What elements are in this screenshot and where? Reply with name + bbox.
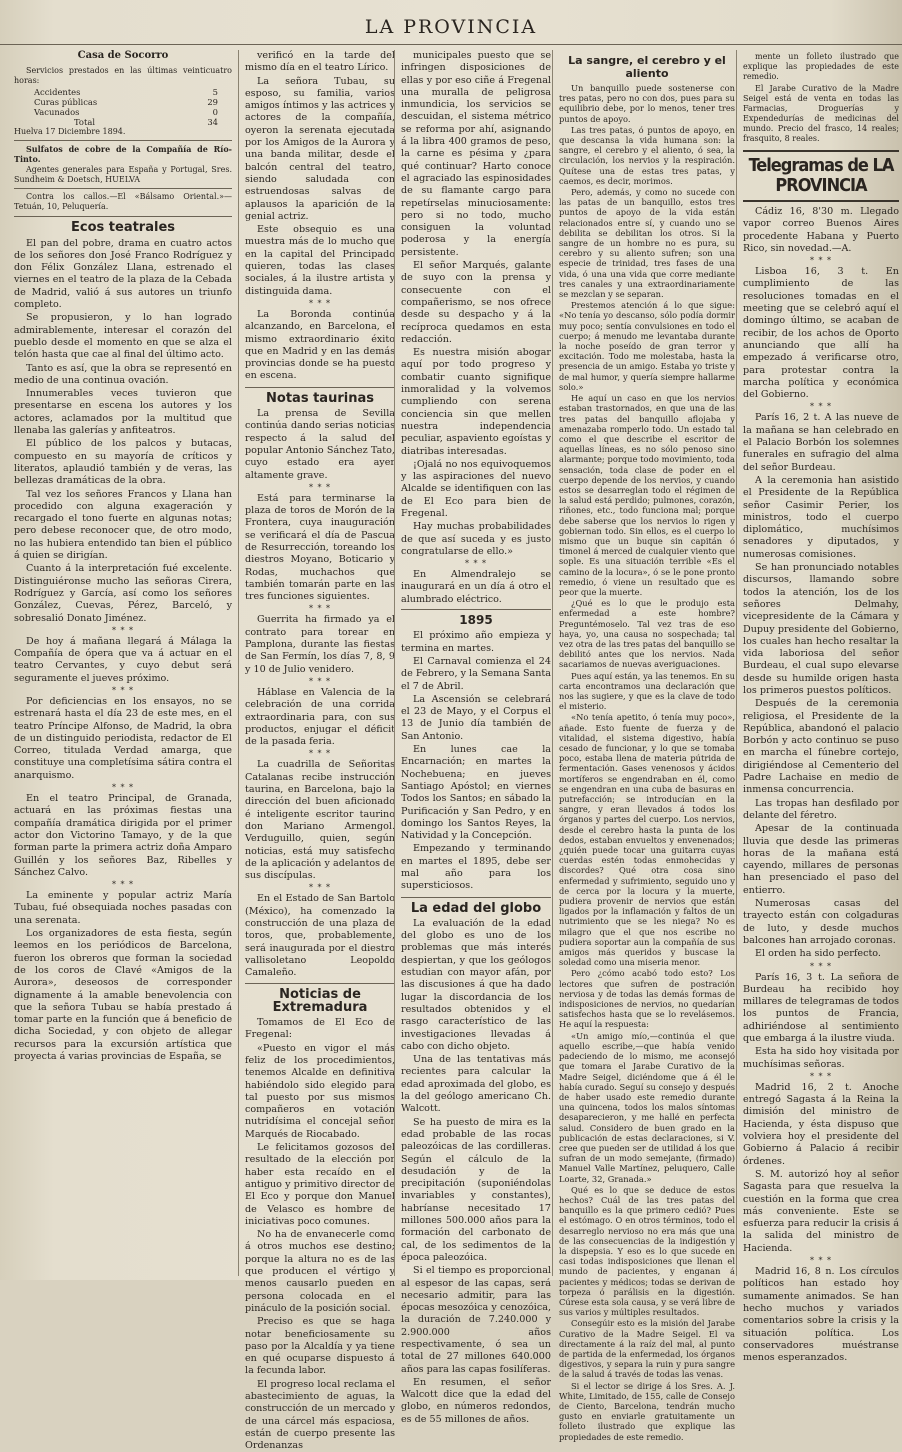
column-2	[238, 50, 395, 1452]
socorro-row	[14, 107, 232, 117]
article-paragraph: Guerrita ha firmado ya el contrato para torear en Pamplona, durante las fiestas de San Fermín, los días 7, 8, 9 y 10 de Julio venidero.	[245, 614, 395, 675]
asterism-ornament: * * *	[809, 1256, 833, 1266]
article-paragraph: Se propusieron, y lo han logrado admirablemente, interesar el corazón del pueblo desde el momento en que se alza el telón hasta que cae al final del último acto.	[14, 312, 232, 361]
telegram-paragraph: Numerosas casas del trayecto están con colgaduras de luto, y desde muchos balcones han arrojado coronas.	[743, 898, 899, 946]
asterism-ornament: * * *	[809, 402, 833, 412]
row-value: 0	[212, 107, 218, 118]
article-paragraph: La cuadrilla de Señoritas Catalanas recibe instrucción taurina, en Barcelona, bajo la dirección del buen aficionado é inteligente escritor taurino don Mariano Armengol. Verduguillo, quien, según noticias, está muy satisfecho de la aplicación y adelantos de sus discípulas.	[245, 759, 395, 882]
asterism-ornament: * * *	[308, 883, 332, 893]
asterism-ornament: * * *	[809, 256, 833, 266]
article-paragraph: El progreso local reclama el abastecimiento de aguas, la construcción de un mercado y de una cárcel más espaciosa, están de cuerpo presente las Ordenanzas	[245, 1378, 395, 1452]
article-paragraph: La Boronda continúa alcanzando, en Barcelona, el mismo extraordinario éxito que en Madrid y en las demás provincias donde se ha puesto en escena.	[245, 308, 395, 382]
article-paragraph: Cuanto á la interpretación fué excelente. Distinguiéronse mucho las señoras Cirera, Rodríguez y García, así como los señores González, Cuevas, Pérez, Barceló, y sobresalió Donato Jiménez.	[14, 563, 232, 624]
notice-agentes: Agentes generales para España y Portugal, Sres. Sundheim & Doetsch, HUELVA	[14, 165, 232, 185]
article-paragraph: Prestemos atención á lo que sigue: «No tenía yo descanso, sólo podía dormir muy poco; sentía convulsiones en todo el cuerpo; á menudo me levantaba durante la noche poseído de gran terror y excitación. Todo me molestaba, hasta la presencia de un amigo. Estaba yo triste y de mal humor, y quería siempre hallarme solo.»	[559, 300, 735, 392]
row-label: Total	[74, 117, 96, 128]
telegram-paragraph: A la ceremonia han asistido el Presidente de la República señor Casimir Perier, los ministros, todo el cuerpo diplomático, muchísimos senadores y diputados, y numerosas comisiones.	[743, 474, 899, 560]
row-label: Vacunados	[34, 107, 80, 118]
article-paragraph: municipales puesto que se infringen disposiciones de ellas y por eso ciñe á Fregenal una muralla de peligrosa inmundicia, los servicios se descuidan, el sistema métrico se reforma por ahí, asignando á la libra 400 gramos de peso, la carne es pésima y ¿para qué continuar? Harto conoce el agraciado las espinosidades de su flamante cargo para repetírselas minuciosamente: pero si no todo, mucho consiguen la voluntad poderosa y la energía persistente.	[401, 50, 551, 258]
row-value: 5	[212, 87, 218, 98]
article-paragraph: Las tres patas, ó puntos de apoyo, en que descansa la vida humana son: la sangre, el cerebro y el aliento, ó sea, la circulación, los nervios y la respiración. Quítese una de estas tres patas, y caemos, es decir, morimos.	[559, 124, 735, 186]
article-paragraph: Si el tiempo es proporcional al espesor de las capas, será necesario admitir, para las épocas mesozóica y cenozóica, la duración de 7.240.000 y 2.900.000 años respectivamente, ó sea un total de 27 millones 640.000 años para las capas fosilíferas.	[401, 1265, 551, 1375]
telegram-paragraph: Cádiz 16, 8'30 m. Llegado vapor correo Buenos Aires procedente Habana y Puerto Rico, sin novedad.—A.	[743, 206, 899, 254]
article-paragraph: Qué es lo que se deduce de estos hechos? Cuál de las tres patas del banquillo es la que primero cedió? Pues el estómago. O en otros términos, todo el desarreglo nervioso no era más que una de las consecuencias de la indigestión y la dispepsia. Y eso es lo que sucede en casi todas indisposiciones que llenan el mundo de pacientes, y enganan á pacientes y médicos; todas se derivan de torpeza ó parálisis en la digestión. Cúrese esta sola causa, y se verá libre de sus varios y múltiples resultados.	[559, 1184, 735, 1318]
article-paragraph: Está para terminarse la plaza de toros de Morón de la Frontera, cuya inauguración se verificará el día de Pascua de Resurrección, toreando los diestros Moyano, Boticario y Rodas, muchachos que también tomarán parte en las tres funciones siguientes.	[245, 492, 395, 603]
column-3	[394, 50, 551, 1425]
telegram-paragraph: Madrid 16, 8 n. Los círculos políticos han estado hoy sumamente animados. Se han hecho muchos y variados comentarios sobre la crisis y la situación política. Los conservadores muéstranse menos esperanzados.	[743, 1266, 899, 1364]
row-value: 29	[207, 97, 218, 108]
telegram-paragraph: S. M. autorizó hoy al señor Sagasta para que resuelva la cuestión en la forma que crea más conveniente. Este se esfuerza para reducir la crisis á la salida del ministro de Hacienda.	[743, 1168, 899, 1254]
article-paragraph: En el Estado de San Bartolo (México), ha comenzado la construcción de una plaza de toros, que, probablemente, será inaugurada por el diestro vallisoletano Leopoldo Camaleño.	[245, 893, 395, 979]
article-paragraph: Tal vez los señores Francos y Llana han procedido con alguna exageración y recargado el tono fuerte en algunas notas; pero debese reconocer que, de otro modo, no las hubiera entendido tan bien el público á quien se dirigían.	[14, 488, 232, 562]
article-paragraph: «No tenía apetito, ó tenía muy poco», añade. Esto fuente de fuerza y de vitalidad, el sistema digestivo, había cesado de funcionar, y lo que se tomaba poco, estaba llena de materia pútrida de fermentación. Gases venenosos y ácidos mortíferos se engendraban en él, como se engendran en una cuba de basuras en putrefacción; se introducían en la sangre, y eran llevados á todos los órganos y partes del cuerpo. Los nervios, desde el cerebro hasta la punta de los dedos, estaban envueltos y envenenados; ¿quién puede tocar una guitarra cuyas cuerdas estén todas enmohecidas y discordes? Qué otra cosa sino enfermedad y sufrimiento, seguido uno y de cerca por la locura y la muerte, pudiera provenir de nervios que están ligados por la inflamación y faltos de un nutrimiento que se les niega? No es milagro que el que nos escribe no pudiera soportar aun la compañía de sus amigos más queridos y buscase la soledad como una miseria menor.	[559, 712, 735, 968]
article-paragraph: Si el lector se dirige á los Sres. A. J. White, Limitado, de 155, calle de Consejo de Ciento, Barcelona, tendrán mucho gusto en enviarle gratuitamente un folleto ilustrado que explique las propiedades de este remedio.	[559, 1380, 735, 1442]
socorro-title: Casa de Socorro	[77, 50, 169, 61]
article-paragraph: Se ha puesto de mira es la edad probable de las rocas paleozóicas de las cordilleras. Según el cálculo de la desudación y de la precipitación (suponiéndolas invariables y constantes), habríanse necesitado 17 millones 500.000 años para la formación del carbonato de cal, de los sedimentos de la época paleozóica.	[401, 1116, 551, 1263]
socorro-total-row	[14, 117, 232, 127]
article-paragraph: Háblase en Valencia de la celebración de una corrida extraordinaria para, con sus productos, enjugar el déficit de la pasada feria.	[245, 686, 395, 748]
asterism-ornament: * * *	[111, 880, 135, 890]
telegram-paragraph: Lisboa 16, 3 t. En cumplimiento de las resoluciones tomadas en el meeting que se celebró aquí el domingo último, se acaban de recibir, de los achos de Oporto anunciando que allí ha empezado á verificarse otro, para protestar contra la marcha política y económica del Gobierno.	[743, 266, 899, 401]
article-paragraph: Es nuestra misión abogar aquí por todo progreso y combatir cuanto signifique inmoralidad y la volvemos cumpliendo con serena conciencia sin que mellen nuestra independencia peculiar, aspaviento egoístas y diatribas interesadas.	[401, 347, 551, 457]
article-paragraph: Hay muchas probabilidades de que así suceda y es justo congratularse de ello.»	[401, 521, 551, 557]
article-paragraph: La señora Tubau, su esposo, su familia, varios amigos íntimos y las actrices y actores de la compañía, oyeron la serenata ejecutada por los Amigos de la Aurora y una banda militar, desde el balcón central del teatro, siendo saludada con estruendosas salvas de aplausos la aparición de la genial actriz.	[245, 75, 395, 222]
row-label: Accidentes	[34, 87, 81, 98]
article-paragraph: Tomamos de El Eco de Fregenal:	[245, 1017, 395, 1041]
article-paragraph: Consegúir esto es la misión del Jarabe Curativo de la Madre Seigel. El va directamente á la raíz del mal, al punto de partida de la enfermedad, los órganos digestivos, y separa la ruin y pura sangre de la salud á través de todas las venas.	[559, 1318, 735, 1380]
article-paragraph: Los organizadores de esta fiesta, según leemos en los periódicos de Barcelona, fueron los obreros que forman la sociedad de los coros de Clavé «Amigos de la Aurora», deseosos de corresponder dignamente á la amable benevolencia con que la señora Tubau se había prestado á tomar parte en la función que á beneficio de dicha Sociedad, y con objeto de allegar recursos para la excursión artística que proyecta á varias provincias de España, se	[14, 928, 232, 1062]
section-title-taurinas: Notas taurinas	[245, 387, 395, 405]
article-paragraph: Una de las tentativas más recientes para calcular la edad aproximada del globo, es la del geólogo americano Ch. Walcott.	[401, 1054, 551, 1115]
socorro-intro: Servicios prestados en las últimas veinticuatro horas:	[14, 66, 232, 86]
article-paragraph: La prensa de Sevilla continúa dando serias noticias respecto á la salud del popular Antonio Sánchez Tato, cuyo estado era ayer altamente grave.	[245, 408, 395, 481]
telegram-paragraph: Las tropas han desfilado por delante del féretro.	[743, 797, 899, 821]
asterism-ornament: * * *	[809, 961, 833, 971]
article-paragraph: En resumen, el señor Walcott dice que la edad del globo, en números redondos, es de 55 millones de años.	[401, 1376, 551, 1425]
telegram-paragraph: Después de la ceremonia religiosa, el Presidente de la República, abandonó el palacio Borbón y acto continuo se puso en marcha el fúnebre cortejo, dirigiéndose al Cementerio del Padre Lachaise en medio de inmensa concurrencia.	[743, 698, 899, 796]
article-paragraph: Este obsequio es una muestra más de lo mucho que en la capital del Principado quieren, todas las clases sociales, á la ilustre artista y distinguida dama.	[245, 224, 395, 297]
article-paragraph: La Ascensión se celebrará el 23 de Mayo, y el Corpus el 13 de Junio día también de San Antonio.	[401, 693, 551, 742]
divider	[14, 188, 232, 189]
article-paragraph: El Carnaval comienza el 24 de Febrero, y la Semana Santa el 7 de Abril.	[401, 655, 551, 692]
divider	[14, 140, 232, 141]
article-paragraph: El próximo año empieza y termina en martes.	[401, 630, 551, 654]
asterism-ornament: * * *	[111, 625, 135, 635]
article-paragraph: Tanto es así, que la obra se representó en medio de una continua ovación.	[14, 362, 232, 386]
section-title-extremadura: Noticias de Extremadura	[245, 983, 395, 1014]
article-paragraph: ¡Ojalá no nos equivoquemos y las aspiraciones del nuevo Alcalde se identifiquen con las de El Eco para bien de Fregenal.	[401, 458, 551, 519]
ad-text: mente un folleto ilustrado que explique las propiedades de este remedio.	[743, 52, 899, 81]
article-paragraph: Por deficiencias en los ensayos, no se estrenará hasta el día 23 de este mes, en el teatro Príncipe Alfonso, de Madrid, la obra de un distinguido periodista, redactor de El Correo, titulada Verdad amarga, que constituye una completísima sátira contra el anarquismo.	[14, 695, 232, 781]
telegram-paragraph: Se han pronunciado notables discursos, llamando sobre todos la atención, los de los señores Delmahy, vicepresidente de la Cámara y Dupuy presidente del Gobierno, los cuales han hecho resaltar la vida laboriosa del señor Burdeau, el cual supo elevarse desde su humilde origen hasta los primeros puestos políticos.	[743, 562, 899, 696]
article-paragraph: En lunes cae la Encarnación; en martes la Nochebuena; en jueves Santiago Apóstol; en viernes Todos los Santos; en sábado la Purificación y San Pedro, y en domingo los Santos Reyes, la Natividad y la Concepción.	[401, 744, 551, 842]
telegram-paragraph: Madrid 16, 2 t. Anoche entregó Sagasta á la Reina la dimisión del ministro de Hacienda, y ésta dispuso que volviera hoy el presidente del Gobierno á Palacio á recibir órdenes.	[743, 1081, 899, 1167]
asterism-ornament: * * *	[308, 298, 332, 308]
row-value: 34	[207, 117, 218, 128]
asterism-ornament: * * *	[308, 604, 332, 614]
article-paragraph: Un banquillo puede sostenerse con tres patas, pero no con dos, pues para su equilibrio debe, por lo menos, tener tres puntos de apoyo.	[559, 83, 735, 124]
article-paragraph: He aquí un caso en que los nervios estaban trastornados, en que una de las tres patas del banquillo aflojaba y amenazaba romperlo todo. Un estado tal como el que describe el escritor de aquellas líneas, es no sólo penoso sino alarmante; porque todo movimiento, toda sensación, toda clase de poder en el cuerpo depende de los nervios, y cuando estos se desarreglan todo el régimen de la salud está perdido; pulmones, corazón, riñones, etc., todo funciona mal; porque debe saberse que los nervios lo rigen y gobiernan todo. Sin ellos, es el cuerpo lo mismo que un buque sin capitán ó timonel á merced de cualquier viento que sople. Es una situación terrible «Es el camino de la locura», ó se le pone pronto remedio, ó viene un resultado que es peor que la muerte.	[559, 393, 735, 597]
socorro-date: Huelva 17 Diciembre 1894.	[14, 127, 126, 137]
masthead	[0, 10, 902, 45]
column-5	[736, 50, 899, 1364]
row-label: Curas públicas	[34, 97, 98, 108]
article-paragraph: Pues aquí están, ya las tenemos. En su carta encontramos una declaración que nos las sugiere, y que es la clave de todo el misterio.	[559, 670, 735, 712]
section-title-1895: 1895	[459, 613, 493, 628]
section-title-telegramas: Telegramas de LA PROVINCIA	[743, 150, 899, 202]
article-paragraph: El pan del pobre, drama en cuatro actos de los señores don José Franco Rodríguez y don Félix González Llana, estrenado el viernes en el teatro de la plaza de la Cebada de Madrid, valió á sus autores un triunfo completo.	[14, 237, 232, 311]
article-paragraph: En Almendralejo se inaugurará en un día á otro el alumbrado eléctrico.	[401, 569, 551, 605]
article-paragraph: En el teatro Principal, de Granada, actuará en las próximas fiestas una compañía dramática dirigida por el primer actor don Victorino Tamayo, y de la que forman parte la primera actriz doña Amparo Guillén y los señores Baz, Ribelles y Sánchez Calvo.	[14, 793, 232, 878]
socorro-row	[14, 97, 232, 107]
asterism-ornament: * * *	[809, 1071, 833, 1081]
article-paragraph: Empezando y terminando en martes el 1895, debe ser mal año para los supersticiosos.	[401, 843, 551, 892]
article-paragraph: Le felicitamos gozosos del resultado de la elección por haber esta recaído en el antiguo y primitivo director de El Eco y porque don Manuel de Velasco es hombre de iniciativas poco comunes.	[245, 1142, 395, 1227]
telegram-paragraph: Apesar de la continuada lluvia que desde las primeras horas de la mañana está cayendo, millares de personas han presenciado el paso del entierro.	[743, 823, 899, 896]
article-paragraph: De hoy á mañana llegará á Málaga la Compañía de ópera que va á actuar en el teatro Cervantes, y cuyo debut será seguramente el jueves próximo.	[14, 635, 232, 684]
notice-callos: Contra los callos.—El «Bálsamo Oriental.»—Tetuán, 10, Peluquería.	[14, 192, 232, 212]
socorro-row	[14, 87, 232, 97]
article-paragraph: Preciso es que se haga notar beneficiosamente su paso por la Alcaldía y ya tiene en qué ocuparse dispuesto á la fecunda labor.	[245, 1316, 395, 1377]
article-paragraph: El público de los palcos y butacas, compuesto en su mayoría de críticos y literatos, aplaudió también y de veras, las bellezas dramáticas de la obra.	[14, 438, 232, 487]
telegram-paragraph: El orden ha sido perfecto.	[755, 948, 881, 960]
article-paragraph: La eminente y popular actriz María Tubau, fué obsequiada noches pasadas con una serenata.	[14, 890, 232, 926]
telegram-paragraph: París 16, 2 t. A las nueve de la mañana se han celebrado en el Palacio Borbón los solemnes funerales en sufragio del alma del señor Burdeau.	[743, 412, 899, 473]
article-paragraph: Innumerables veces tuvieron que presentarse en escena los autores y los actores, aclamados por la multitud que llenaba las galerías y anfiteatros.	[14, 388, 232, 437]
article-paragraph: «Un amigo mío,—continúa el que aquello escribe,—que había venido padeciendo de lo mismo, me aconsejó que tomara el Jarabe Curativo de la Madre Seigel, diciéndome que á él le había curado. Seguí su consejo y después de haber usado este remedio durante una quincena, todos los malos síntomas desaparecieron, y me hallé en perfecta salud. Considero de buen grado en la publicación de estas declaraciones, si V. cree que pueden ser de utilidad á los que sufran de un modo semejante, (firmado) Manuel Valle Martínez, peluquero, Calle Loarte, 32, Granada.»	[559, 1030, 735, 1184]
article-paragraph: verificó en la tarde del mismo día en el teatro Lírico.	[245, 50, 395, 74]
ad-text: El Jarabe Curativo de la Madre Seigel está de venta en todas las Farmacias, Droguerías y Expendedurías de medicinas del mundo. Precio del frasco, 14 reales; frasquito, 8 reales.	[743, 84, 899, 143]
asterism-ornament: * * *	[464, 559, 488, 569]
telegram-paragraph: Esta ha sido hoy visitada por muchísimas señoras.	[743, 1046, 899, 1070]
asterism-ornament: * * *	[308, 749, 332, 759]
telegram-paragraph: París 16, 3 t. La señora de Burdeau ha recibido hoy millares de telegramas de todos los puntos de Francia, adhiriéndose al sentimiento que embarga á la ilustre viuda.	[743, 971, 899, 1044]
divider	[401, 609, 551, 610]
section-title-sangre: La sangre, el cerebro y el aliento	[568, 54, 726, 80]
casa-socorro	[14, 50, 232, 137]
article-paragraph: Pero, además, y como no sucede con las patas de un banquillo, estos tres puntos de apoyo de la vida están relacionados entre sí, y cuando uno se debilita se debilitan los otros. Si la sangre de un hombre no es pura, su cerebro y su aliento sufren; son una especie de trinidad, tres fases de una vida, ó una una vida que corre mediante tres canales y una extraordinariamente se mezclan y se separan.	[559, 187, 735, 300]
asterism-ornament: * * *	[111, 685, 135, 695]
article-paragraph: «Puesto en vigor el más feliz de los procedimientos, tenemos Alcalde en definitiva habiéndolo sido elegido para tal puesto por sus mismos compañeros en votación nutridísima el concejal señor Marqués de Riocabado.	[245, 1042, 395, 1140]
column-4	[552, 50, 735, 1442]
article-paragraph: ¿Qué es lo que le produjo esta enfermedad a este hombre? Preguntémoselo. Tal vez tras de eso haya, yo, una causa no sospechada; tal vez otra de las tres patas del banquillo se debilitó antes que los nervios. Nada sacariamos de nuevas averiguaciones.	[559, 598, 735, 670]
article-paragraph: No ha de envanecerle como á otros muchos ese destino; porque la altura no es de las que producen el vértigo y menos causarlo pueden en persona colocada en el pináculo de la posición social.	[245, 1229, 395, 1314]
asterism-ornament: * * *	[308, 676, 332, 686]
newspaper-title: LA PROVINCIA	[364, 16, 538, 38]
article-paragraph: La evaluación de la edad del globo es uno de los problemas que más interés despiertan, y que los geólogos estudian con mayor afán, por las discusiones á que ha dado lugar la discordancia de los resultados obtenidos y el rasgo característico de las investigaciones llevadas á cabo con dicho objeto.	[401, 917, 551, 1052]
asterism-ornament: * * *	[308, 482, 332, 492]
article-paragraph: El señor Marqués, galante de suyo con la prensa y consecuente con el compañerismo, se nos ofrece desde su despacho y á la recíproca quedamos en esta redacción.	[401, 260, 551, 345]
article-paragraph: Pero ¿cómo acabó todo esto? Los lectores que sufren de postración nerviosa y de todas las demás formas de indisposiciones de nervios, no quedarían satisfechos hasta que se lo revelásemos. He aquí la respuesta:	[559, 968, 735, 1030]
notice-sulfatos: Sulfatos de cobre de la Compañía de Río-Tinto.	[14, 144, 232, 165]
asterism-ornament: * * *	[111, 783, 135, 793]
section-title-globo: La edad del globo	[401, 897, 551, 915]
section-title-ecos: Ecos teatrales	[14, 216, 232, 234]
column-1	[14, 50, 232, 1276]
